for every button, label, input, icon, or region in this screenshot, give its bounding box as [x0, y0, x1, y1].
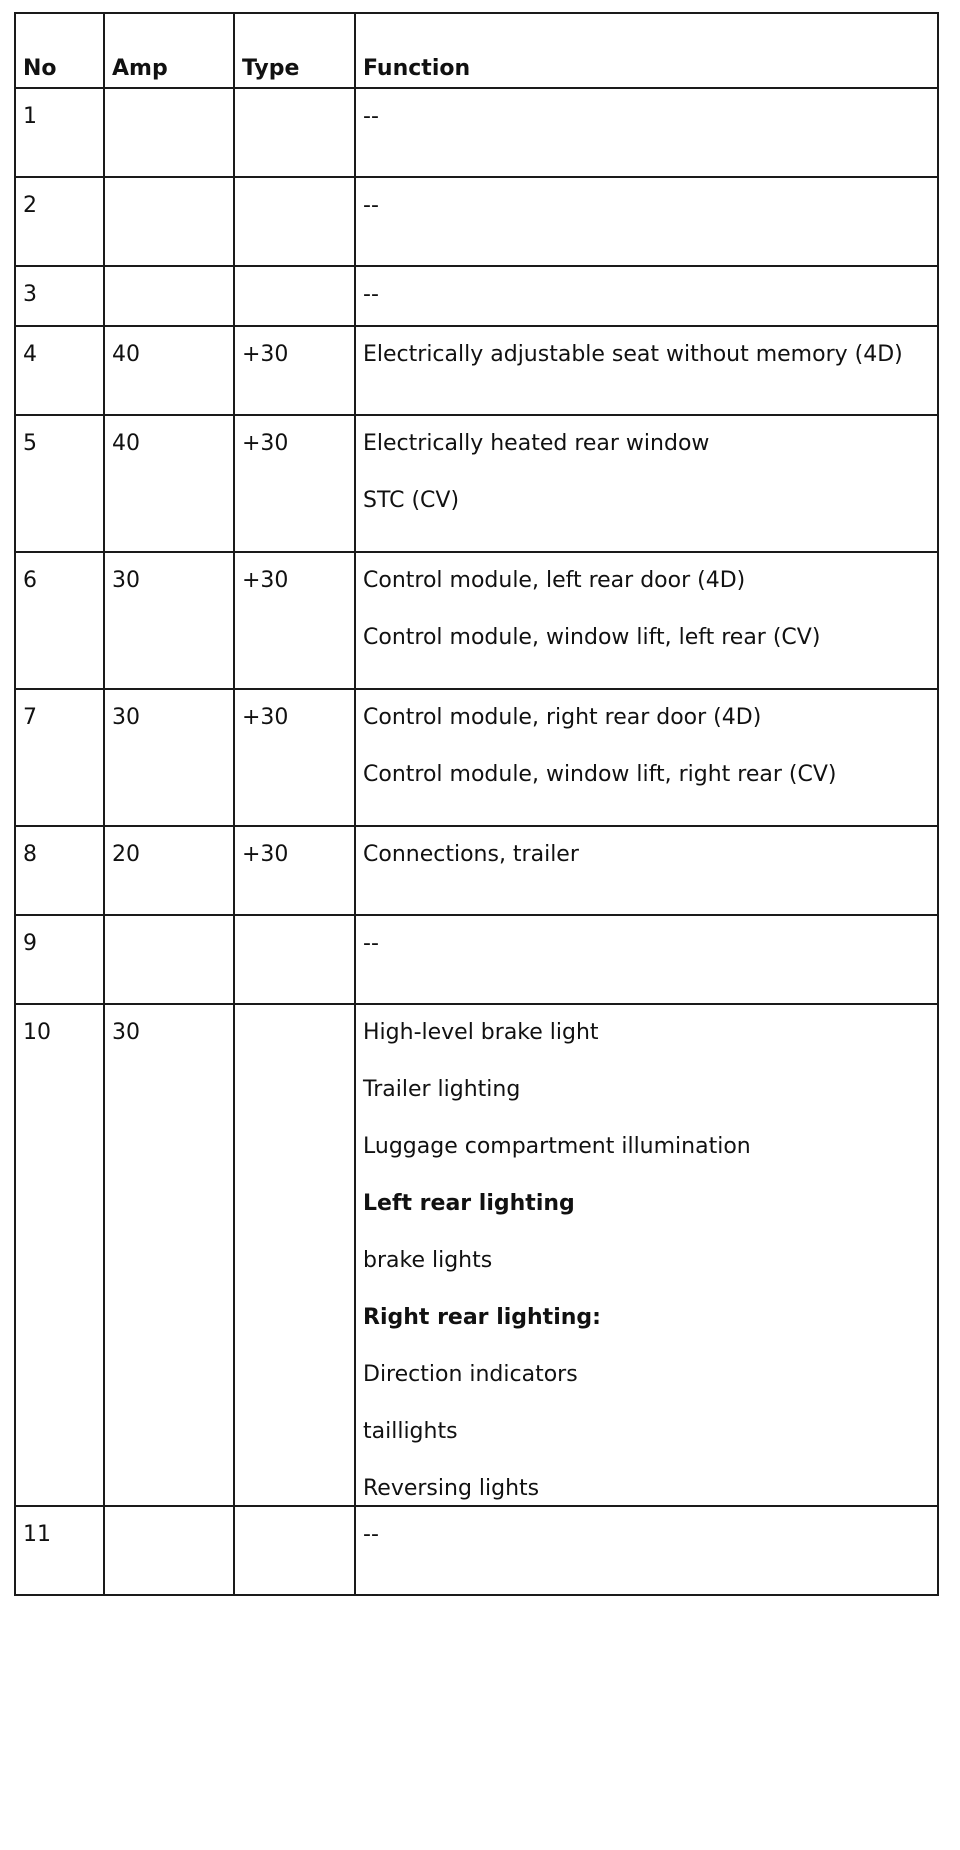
- cell-no: [15, 689, 104, 826]
- function-line: High-level brake light: [363, 1020, 599, 1045]
- cell-no: [15, 266, 104, 326]
- table-row: [15, 1506, 938, 1595]
- type-value: +30: [242, 342, 289, 367]
- cell-no: [15, 415, 104, 552]
- cell-no: [15, 1004, 104, 1506]
- table-row: [15, 689, 938, 826]
- no-value: 3: [23, 282, 37, 307]
- cell-function: [355, 1004, 938, 1506]
- table-row: [15, 415, 938, 552]
- no-value: 10: [23, 1020, 51, 1045]
- fuse-table: [14, 12, 939, 1596]
- function-line: Control module, right rear door (4D): [363, 705, 762, 730]
- amp-value: 30: [112, 568, 140, 593]
- table-row: [15, 326, 938, 415]
- cell-function: [355, 326, 938, 415]
- no-value: 1: [23, 104, 37, 129]
- cell-type: [234, 326, 355, 415]
- cell-function: [355, 177, 938, 266]
- table-row: [15, 1004, 938, 1506]
- cell-function: [355, 266, 938, 326]
- function-line: Connections, trailer: [363, 842, 579, 867]
- cell-no: [15, 552, 104, 689]
- function-line: Control module, window lift, right rear (CV): [363, 762, 837, 787]
- cell-no: [15, 326, 104, 415]
- function-heading: Left rear lighting: [363, 1191, 575, 1216]
- function-heading: Right rear lighting:: [363, 1305, 601, 1330]
- function-line: Luggage compartment illumination: [363, 1134, 751, 1159]
- function-line: --: [363, 1522, 379, 1547]
- table-row: [15, 88, 938, 177]
- cell-type: [234, 88, 355, 177]
- cell-type: [234, 689, 355, 826]
- cell-function: [355, 689, 938, 826]
- cell-function: [355, 826, 938, 915]
- function-line: Electrically adjustable seat without memory (4D): [363, 342, 903, 367]
- cell-amp: [104, 88, 234, 177]
- no-value: 9: [23, 931, 37, 956]
- cell-amp: [104, 177, 234, 266]
- type-value: +30: [242, 842, 289, 867]
- table-row: [15, 826, 938, 915]
- cell-function: [355, 552, 938, 689]
- amp-value: 40: [112, 342, 140, 367]
- function-line: STC (CV): [363, 488, 460, 513]
- function-line: --: [363, 104, 379, 129]
- function-line: --: [363, 282, 379, 307]
- cell-type: [234, 1004, 355, 1506]
- no-value: 2: [23, 193, 37, 218]
- cell-amp: [104, 1506, 234, 1595]
- header-function: Function: [355, 13, 938, 88]
- cell-no: [15, 177, 104, 266]
- function-line: taillights: [363, 1419, 458, 1444]
- cell-amp: [104, 689, 234, 826]
- no-value: 5: [23, 431, 37, 456]
- function-line: Control module, left rear door (4D): [363, 568, 746, 593]
- amp-value: 20: [112, 842, 140, 867]
- cell-type: [234, 552, 355, 689]
- table-row: [15, 552, 938, 689]
- cell-type: [234, 415, 355, 552]
- no-value: 4: [23, 342, 37, 367]
- amp-value: 40: [112, 431, 140, 456]
- no-value: 11: [23, 1522, 51, 1547]
- cell-type: [234, 1506, 355, 1595]
- function-line: --: [363, 931, 379, 956]
- type-value: +30: [242, 568, 289, 593]
- cell-no: [15, 88, 104, 177]
- function-line: --: [363, 193, 379, 218]
- cell-type: [234, 826, 355, 915]
- function-line: Electrically heated rear window: [363, 431, 710, 456]
- cell-type: [234, 177, 355, 266]
- cell-amp: [104, 266, 234, 326]
- cell-type: [234, 915, 355, 1004]
- table-row: [15, 266, 938, 326]
- function-line: brake lights: [363, 1248, 493, 1273]
- no-value: 6: [23, 568, 37, 593]
- cell-no: [15, 1506, 104, 1595]
- header-type: Type: [234, 13, 355, 88]
- header-row: [15, 13, 938, 88]
- cell-amp: [104, 826, 234, 915]
- cell-no: [15, 826, 104, 915]
- cell-amp: [104, 552, 234, 689]
- cell-amp: [104, 326, 234, 415]
- cell-function: [355, 88, 938, 177]
- table-header: [15, 13, 938, 88]
- cell-amp: [104, 915, 234, 1004]
- type-value: +30: [242, 705, 289, 730]
- cell-function: [355, 915, 938, 1004]
- function-line: Trailer lighting: [363, 1077, 521, 1102]
- cell-amp: [104, 415, 234, 552]
- cell-function: [355, 1506, 938, 1595]
- function-line: Reversing lights: [363, 1476, 540, 1501]
- cell-no: [15, 915, 104, 1004]
- type-value: +30: [242, 431, 289, 456]
- function-line: Control module, window lift, left rear (CV): [363, 625, 821, 650]
- header-no: No: [15, 13, 104, 88]
- cell-amp: [104, 1004, 234, 1506]
- no-value: 7: [23, 705, 37, 730]
- cell-type: [234, 266, 355, 326]
- function-line: Direction indicators: [363, 1362, 578, 1387]
- table-row: [15, 177, 938, 266]
- no-value: 8: [23, 842, 37, 867]
- cell-function: [355, 415, 938, 552]
- header-amp: Amp: [104, 13, 234, 88]
- amp-value: 30: [112, 705, 140, 730]
- amp-value: 30: [112, 1020, 140, 1045]
- table-body: [15, 88, 938, 1595]
- table-row: [15, 915, 938, 1004]
